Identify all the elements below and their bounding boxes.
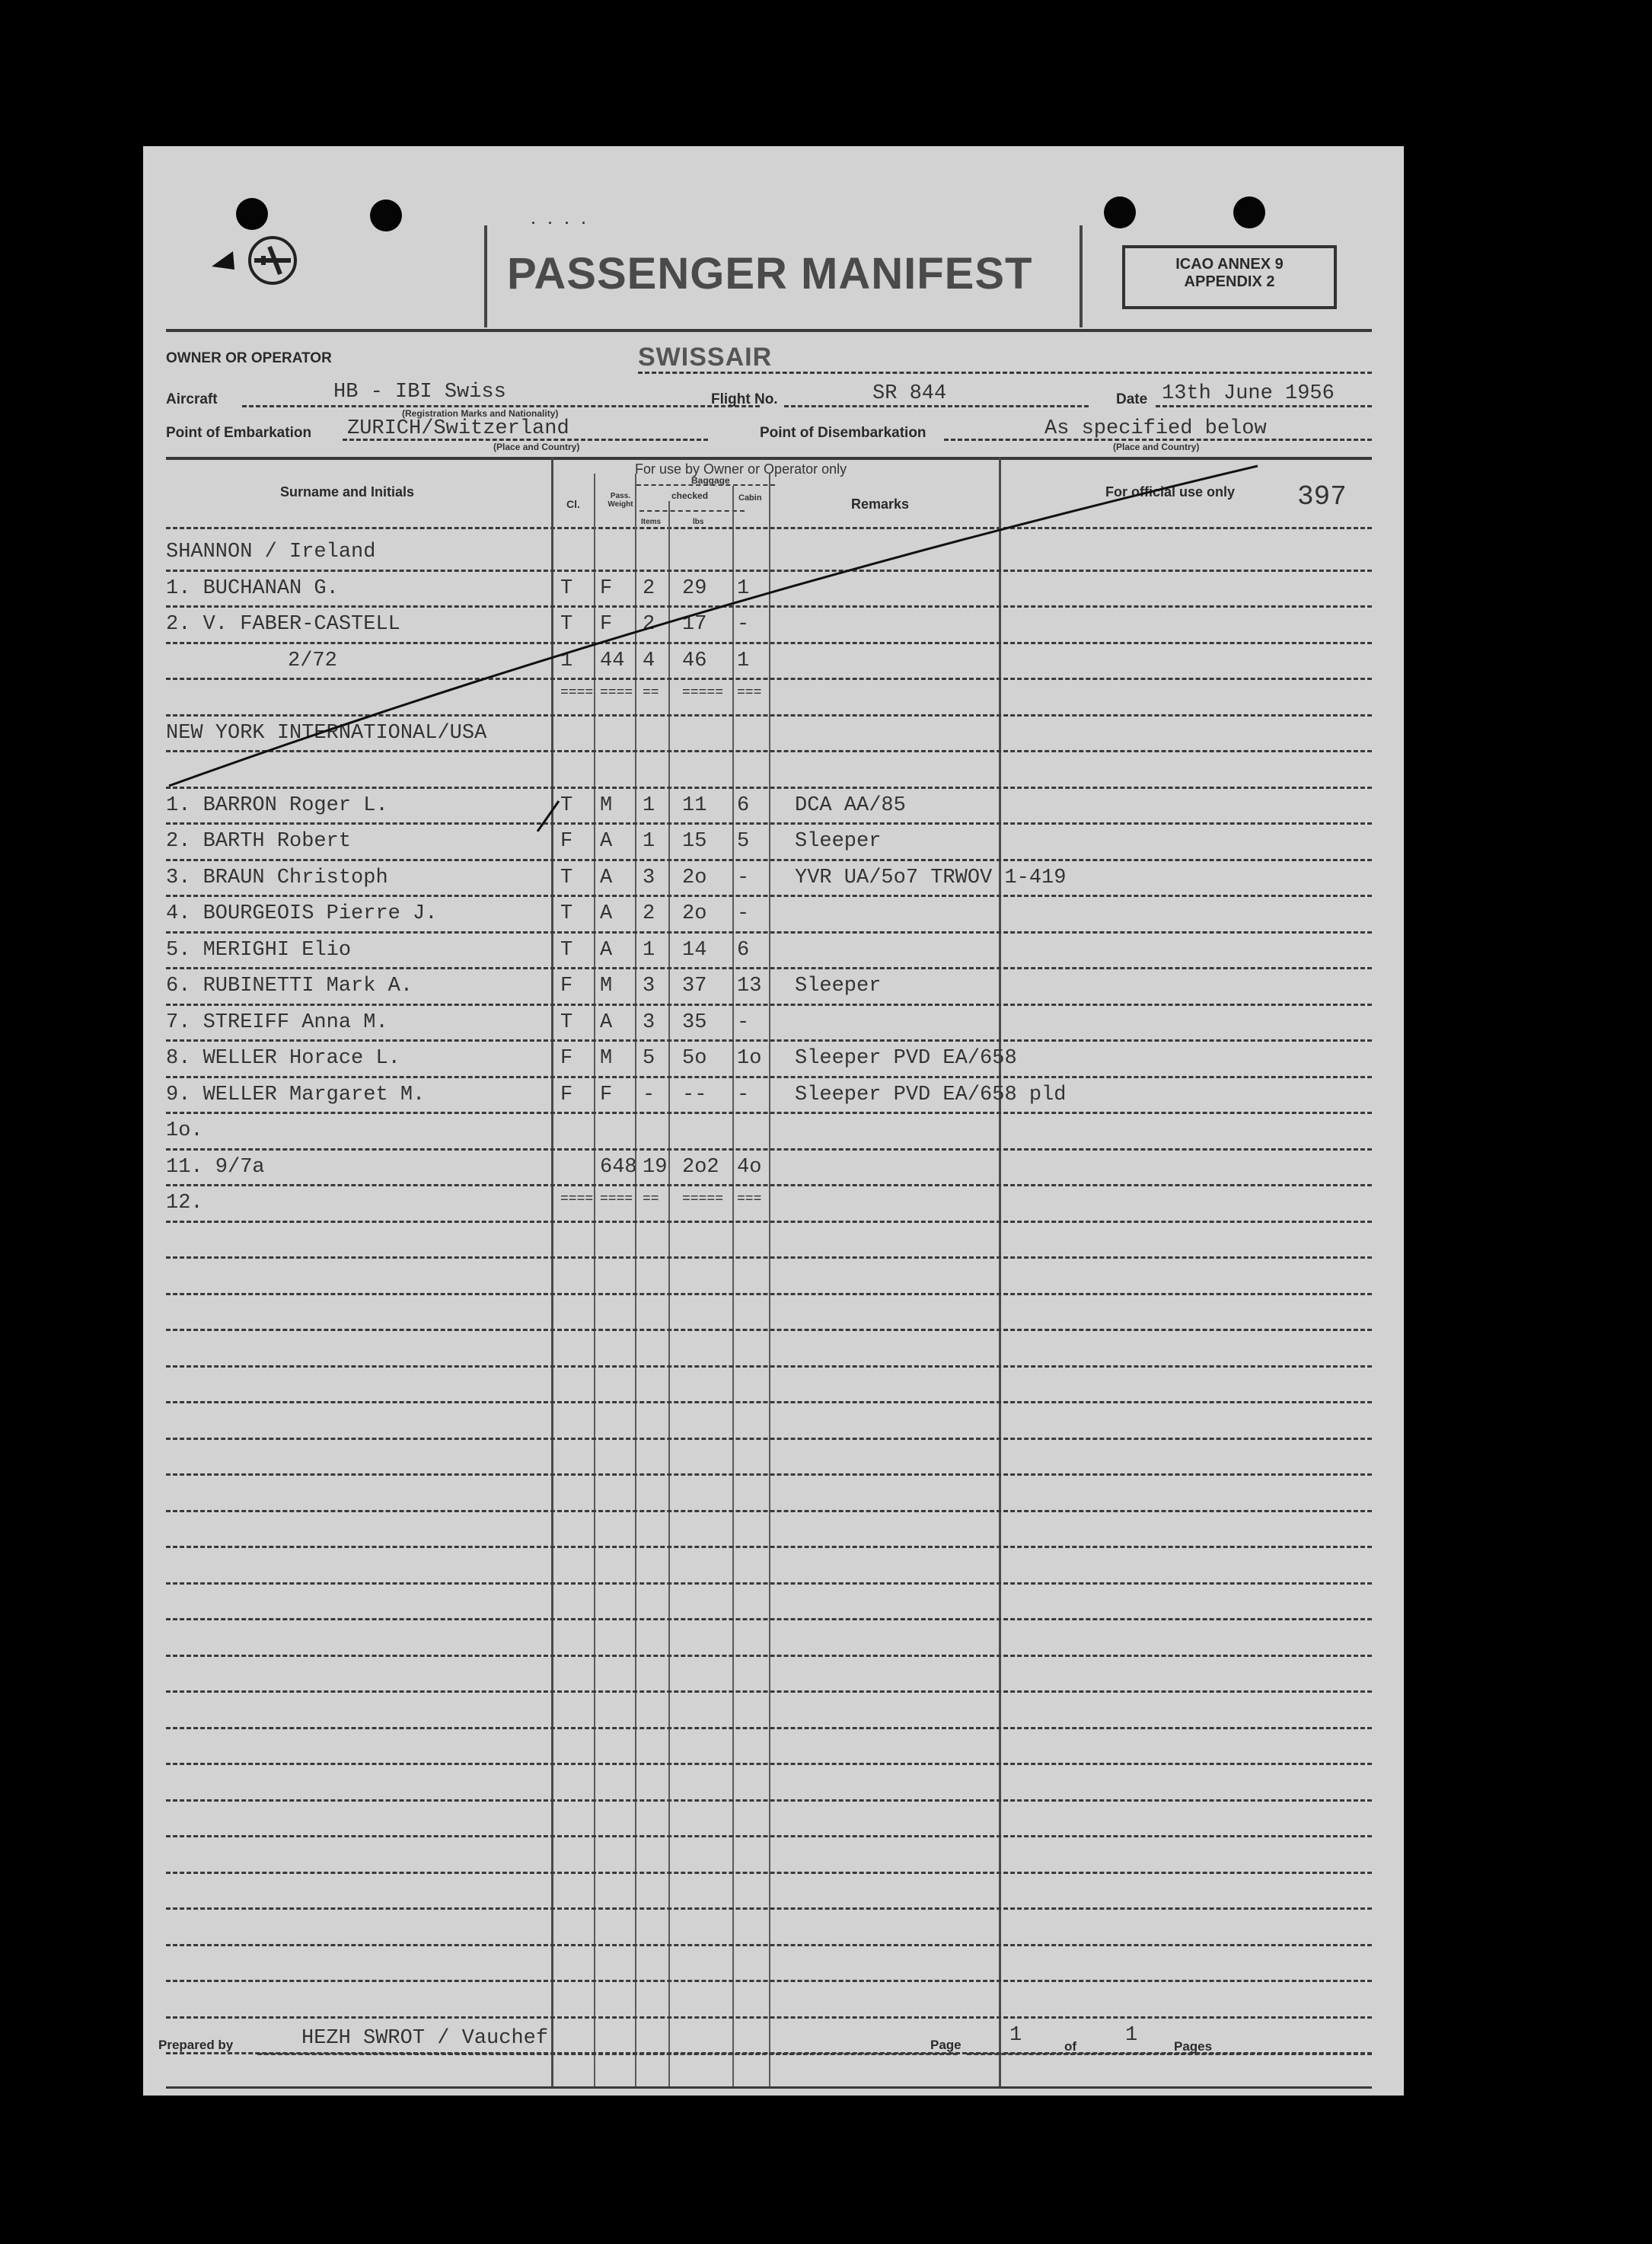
pass-weight-cell: M: [600, 975, 613, 998]
ruling-line: [166, 1727, 1372, 1729]
passenger-name: 1. BARRON Roger L.: [166, 794, 388, 817]
class-cell: T: [560, 1011, 573, 1034]
cabin-cell: -: [737, 902, 750, 925]
ruling-line: [166, 1944, 1372, 1946]
lbs-cell: 2o2: [682, 1156, 719, 1179]
class-cell: T: [560, 794, 573, 817]
ruling-line: [166, 1329, 1372, 1331]
embark-sub: (Place and Country): [493, 442, 580, 452]
pass-weight-cell: 44: [600, 650, 625, 672]
document-title: PASSENGER MANIFEST: [507, 249, 1033, 298]
lbs-cell: 14: [682, 939, 707, 962]
date-label: Date: [1116, 391, 1148, 407]
passenger-name: 8. WELLER Horace L.: [166, 1047, 400, 1070]
ruling-line: [166, 1473, 1372, 1476]
class-cell: F: [560, 830, 573, 853]
class-cell: T: [560, 902, 573, 925]
items-cell: 5: [643, 1047, 655, 1070]
page-underline: [967, 2053, 1372, 2055]
lbs-cell: 15: [682, 830, 707, 853]
passenger-name: 1. BUCHANAN G.: [166, 577, 339, 600]
passenger-name: 7. STREIFF Anna M.: [166, 1011, 388, 1034]
passenger-name: SHANNON / Ireland: [166, 541, 376, 563]
class-cell: 1: [560, 650, 573, 672]
cabin-cell: 1o: [737, 1047, 762, 1070]
ruling-line: [166, 1221, 1372, 1223]
pass-weight-cell: A: [600, 902, 613, 925]
ruling-line: [166, 1763, 1372, 1765]
passenger-name: 5. MERIGHI Elio: [166, 939, 352, 962]
disembark-value: As specified below: [1044, 417, 1267, 440]
cabin-cell: 6: [737, 939, 750, 962]
pass-weight-cell: F: [600, 613, 613, 636]
table-row: [143, 1112, 1404, 1148]
ruling-line: [166, 1872, 1372, 1874]
surname-header: Surname and Initials: [280, 484, 415, 500]
prepared-value: HEZH SWROT / Vauchef: [301, 2027, 549, 2050]
passenger-name: 12.: [166, 1192, 203, 1215]
date-value: 13th June 1956: [1162, 382, 1335, 405]
cabin-header: Cabin: [738, 493, 762, 503]
ruling-line: [166, 1510, 1372, 1512]
pass-weight-header: Pass. Weight: [608, 492, 633, 509]
pass-weight-cell: A: [600, 830, 613, 853]
table-row: [143, 967, 1404, 1004]
passenger-name: 2/72: [288, 650, 337, 672]
prepared-label: Prepared by: [158, 2038, 234, 2052]
cabin-cell: -: [737, 613, 750, 636]
class-cell: T: [560, 577, 573, 600]
cabin-cell: 1: [737, 577, 750, 600]
items-cell: 2: [643, 613, 655, 636]
remarks-cell: DCA AA/85: [795, 794, 906, 817]
ruling-line: [166, 1907, 1372, 1910]
ruling-line: [166, 1365, 1372, 1368]
lbs-cell: --: [682, 1084, 707, 1106]
items-cell: 3: [643, 1011, 655, 1034]
ruling-line: [166, 1256, 1372, 1259]
pass-weight-cell: 648: [600, 1156, 637, 1179]
pass-weight-cell: ====: [600, 1192, 633, 1207]
cabin-cell: -: [737, 1011, 750, 1034]
passenger-name: NEW YORK INTERNATIONAL/USA: [166, 722, 487, 745]
remarks-cell: Sleeper: [795, 975, 882, 998]
items-cell: ==: [643, 685, 659, 701]
remarks-cell: YVR UA/5o7 TRWOV 1-419: [795, 867, 1067, 889]
ruling-line: [166, 1618, 1372, 1620]
table-row: [143, 931, 1404, 968]
passenger-name: 1o.: [166, 1119, 203, 1142]
ruling-line: [166, 1799, 1372, 1802]
table-row: [143, 1004, 1404, 1040]
disembark-label: Point of Disembarkation: [760, 425, 926, 441]
lbs-cell: =====: [682, 685, 724, 701]
ruling-line: [166, 1690, 1372, 1693]
lbs-cell: 29: [682, 577, 707, 600]
items-cell: 1: [643, 939, 655, 962]
flight-value: SR 844: [872, 382, 947, 405]
cabin-cell: 5: [737, 830, 750, 853]
items-cell: 3: [643, 975, 655, 998]
passenger-name: 11. 9/7a: [166, 1156, 265, 1179]
prepared-underline: [257, 2053, 958, 2055]
ruling-line: [166, 1293, 1372, 1295]
class-cell: ====: [560, 685, 594, 701]
pages-label: Pages: [1174, 2039, 1213, 2054]
annotation-strokes: [143, 146, 1404, 832]
remarks-cell: Sleeper PVD EA/658: [795, 1047, 1017, 1070]
flight-label: Flight No.: [711, 391, 778, 407]
table-row: [143, 1039, 1404, 1076]
page-label: Page: [930, 2038, 962, 2052]
remarks-cell: Sleeper PVD EA/658 pld: [795, 1084, 1067, 1106]
cabin-cell: -: [737, 1084, 750, 1106]
passenger-name: 6. RUBINETTI Mark A.: [166, 975, 413, 998]
class-cell: F: [560, 975, 573, 998]
lbs-cell: 46: [682, 650, 707, 672]
passenger-name: 3. BRAUN Christoph: [166, 867, 388, 889]
lbs-header: lbs: [693, 518, 704, 526]
ruling-line: [166, 1546, 1372, 1548]
pass-weight-cell: M: [600, 794, 613, 817]
passenger-name: 2. V. FABER-CASTELL: [166, 613, 400, 636]
lbs-cell: 37: [682, 975, 707, 998]
pass-weight-cell: A: [600, 939, 613, 962]
items-cell: 19: [643, 1156, 668, 1179]
lbs-cell: 35: [682, 1011, 707, 1034]
ruling-line: [166, 1980, 1372, 1982]
cabin-cell: 1: [737, 650, 750, 672]
cabin-cell: 4o: [737, 1156, 762, 1179]
remarks-cell: Sleeper: [795, 830, 882, 853]
class-cell: T: [560, 939, 573, 962]
top-dots: . . . .: [531, 212, 591, 227]
embark-value: ZURICH/Switzerland: [347, 417, 569, 440]
of-label: of: [1064, 2039, 1077, 2054]
owner-label: OWNER OR OPERATOR: [166, 350, 332, 366]
official-use-header: For official use only: [1105, 484, 1236, 500]
aircraft-sub: (Registration Marks and Nationality): [402, 408, 559, 419]
class-cell: F: [560, 1084, 573, 1106]
passenger-name: 4. BOURGEOIS Pierre J.: [166, 902, 438, 925]
ruling-line: [166, 1438, 1372, 1440]
ruling-line: [166, 2016, 1372, 2019]
operator-name: SWISSAIR: [638, 343, 773, 372]
embark-label: Point of Embarkation: [166, 425, 312, 441]
lbs-cell: 17: [682, 613, 707, 636]
disembark-sub: (Place and Country): [1113, 442, 1200, 452]
passenger-name: 2. BARTH Robert: [166, 830, 352, 853]
items-cell: ==: [643, 1192, 659, 1207]
lbs-cell: 5o: [682, 1047, 707, 1070]
table-row: [143, 859, 1404, 895]
pass-weight-cell: A: [600, 867, 613, 889]
table-row: [143, 895, 1404, 931]
ruling-line: [166, 1401, 1372, 1403]
cabin-cell: ===: [737, 1192, 762, 1207]
icao-line1: ICAO ANNEX 9: [1175, 256, 1284, 273]
official-number: 397: [1297, 481, 1347, 512]
cl-header: Cl.: [566, 498, 580, 510]
lbs-cell: =====: [682, 1192, 724, 1207]
icao-line2: APPENDIX 2: [1184, 273, 1275, 290]
baggage-header: Baggage: [691, 475, 730, 486]
table-row: [143, 1184, 1404, 1221]
pages-value: 1: [1125, 2024, 1138, 2047]
items-cell: 1: [643, 830, 655, 853]
class-cell: ====: [560, 1192, 594, 1207]
aircraft-label: Aircraft: [166, 391, 218, 407]
remarks-header: Remarks: [851, 496, 910, 512]
manifest-sheet: [143, 146, 1404, 2096]
lbs-cell: 2o: [682, 902, 707, 925]
class-cell: T: [560, 613, 573, 636]
items-cell: 1: [643, 794, 655, 817]
passenger-name: 9. WELLER Margaret M.: [166, 1084, 426, 1106]
lbs-cell: 11: [682, 794, 707, 817]
cabin-cell: 13: [737, 975, 762, 998]
items-header: Items: [641, 518, 662, 526]
table-row: [143, 1148, 1404, 1185]
class-cell: T: [560, 867, 573, 889]
items-cell: 2: [643, 902, 655, 925]
aircraft-value: HB - IBI Swiss: [333, 381, 506, 404]
ruling-line: [166, 1582, 1372, 1585]
cabin-cell: ===: [737, 685, 762, 701]
cabin-cell: 6: [737, 794, 750, 817]
ruling-line: [166, 1835, 1372, 1837]
ruling-line: [166, 1655, 1372, 1657]
pass-weight-cell: F: [600, 577, 613, 600]
owner-use-label: For use by Owner or Operator only: [635, 461, 847, 477]
items-cell: 2: [643, 577, 655, 600]
page-value: 1: [1009, 2024, 1022, 2047]
cabin-cell: -: [737, 867, 750, 889]
pass-weight-cell: M: [600, 1047, 613, 1070]
checked-header: checked: [671, 490, 709, 501]
table-row: [143, 1076, 1404, 1112]
lbs-cell: 2o: [682, 867, 707, 889]
items-cell: -: [643, 1084, 655, 1106]
footer-rule: [166, 2086, 1372, 2089]
pass-weight-cell: ====: [600, 685, 633, 701]
items-cell: 4: [643, 650, 655, 672]
items-cell: 3: [643, 867, 655, 889]
pass-weight-cell: F: [600, 1084, 613, 1106]
class-cell: F: [560, 1047, 573, 1070]
pass-weight-cell: A: [600, 1011, 613, 1034]
